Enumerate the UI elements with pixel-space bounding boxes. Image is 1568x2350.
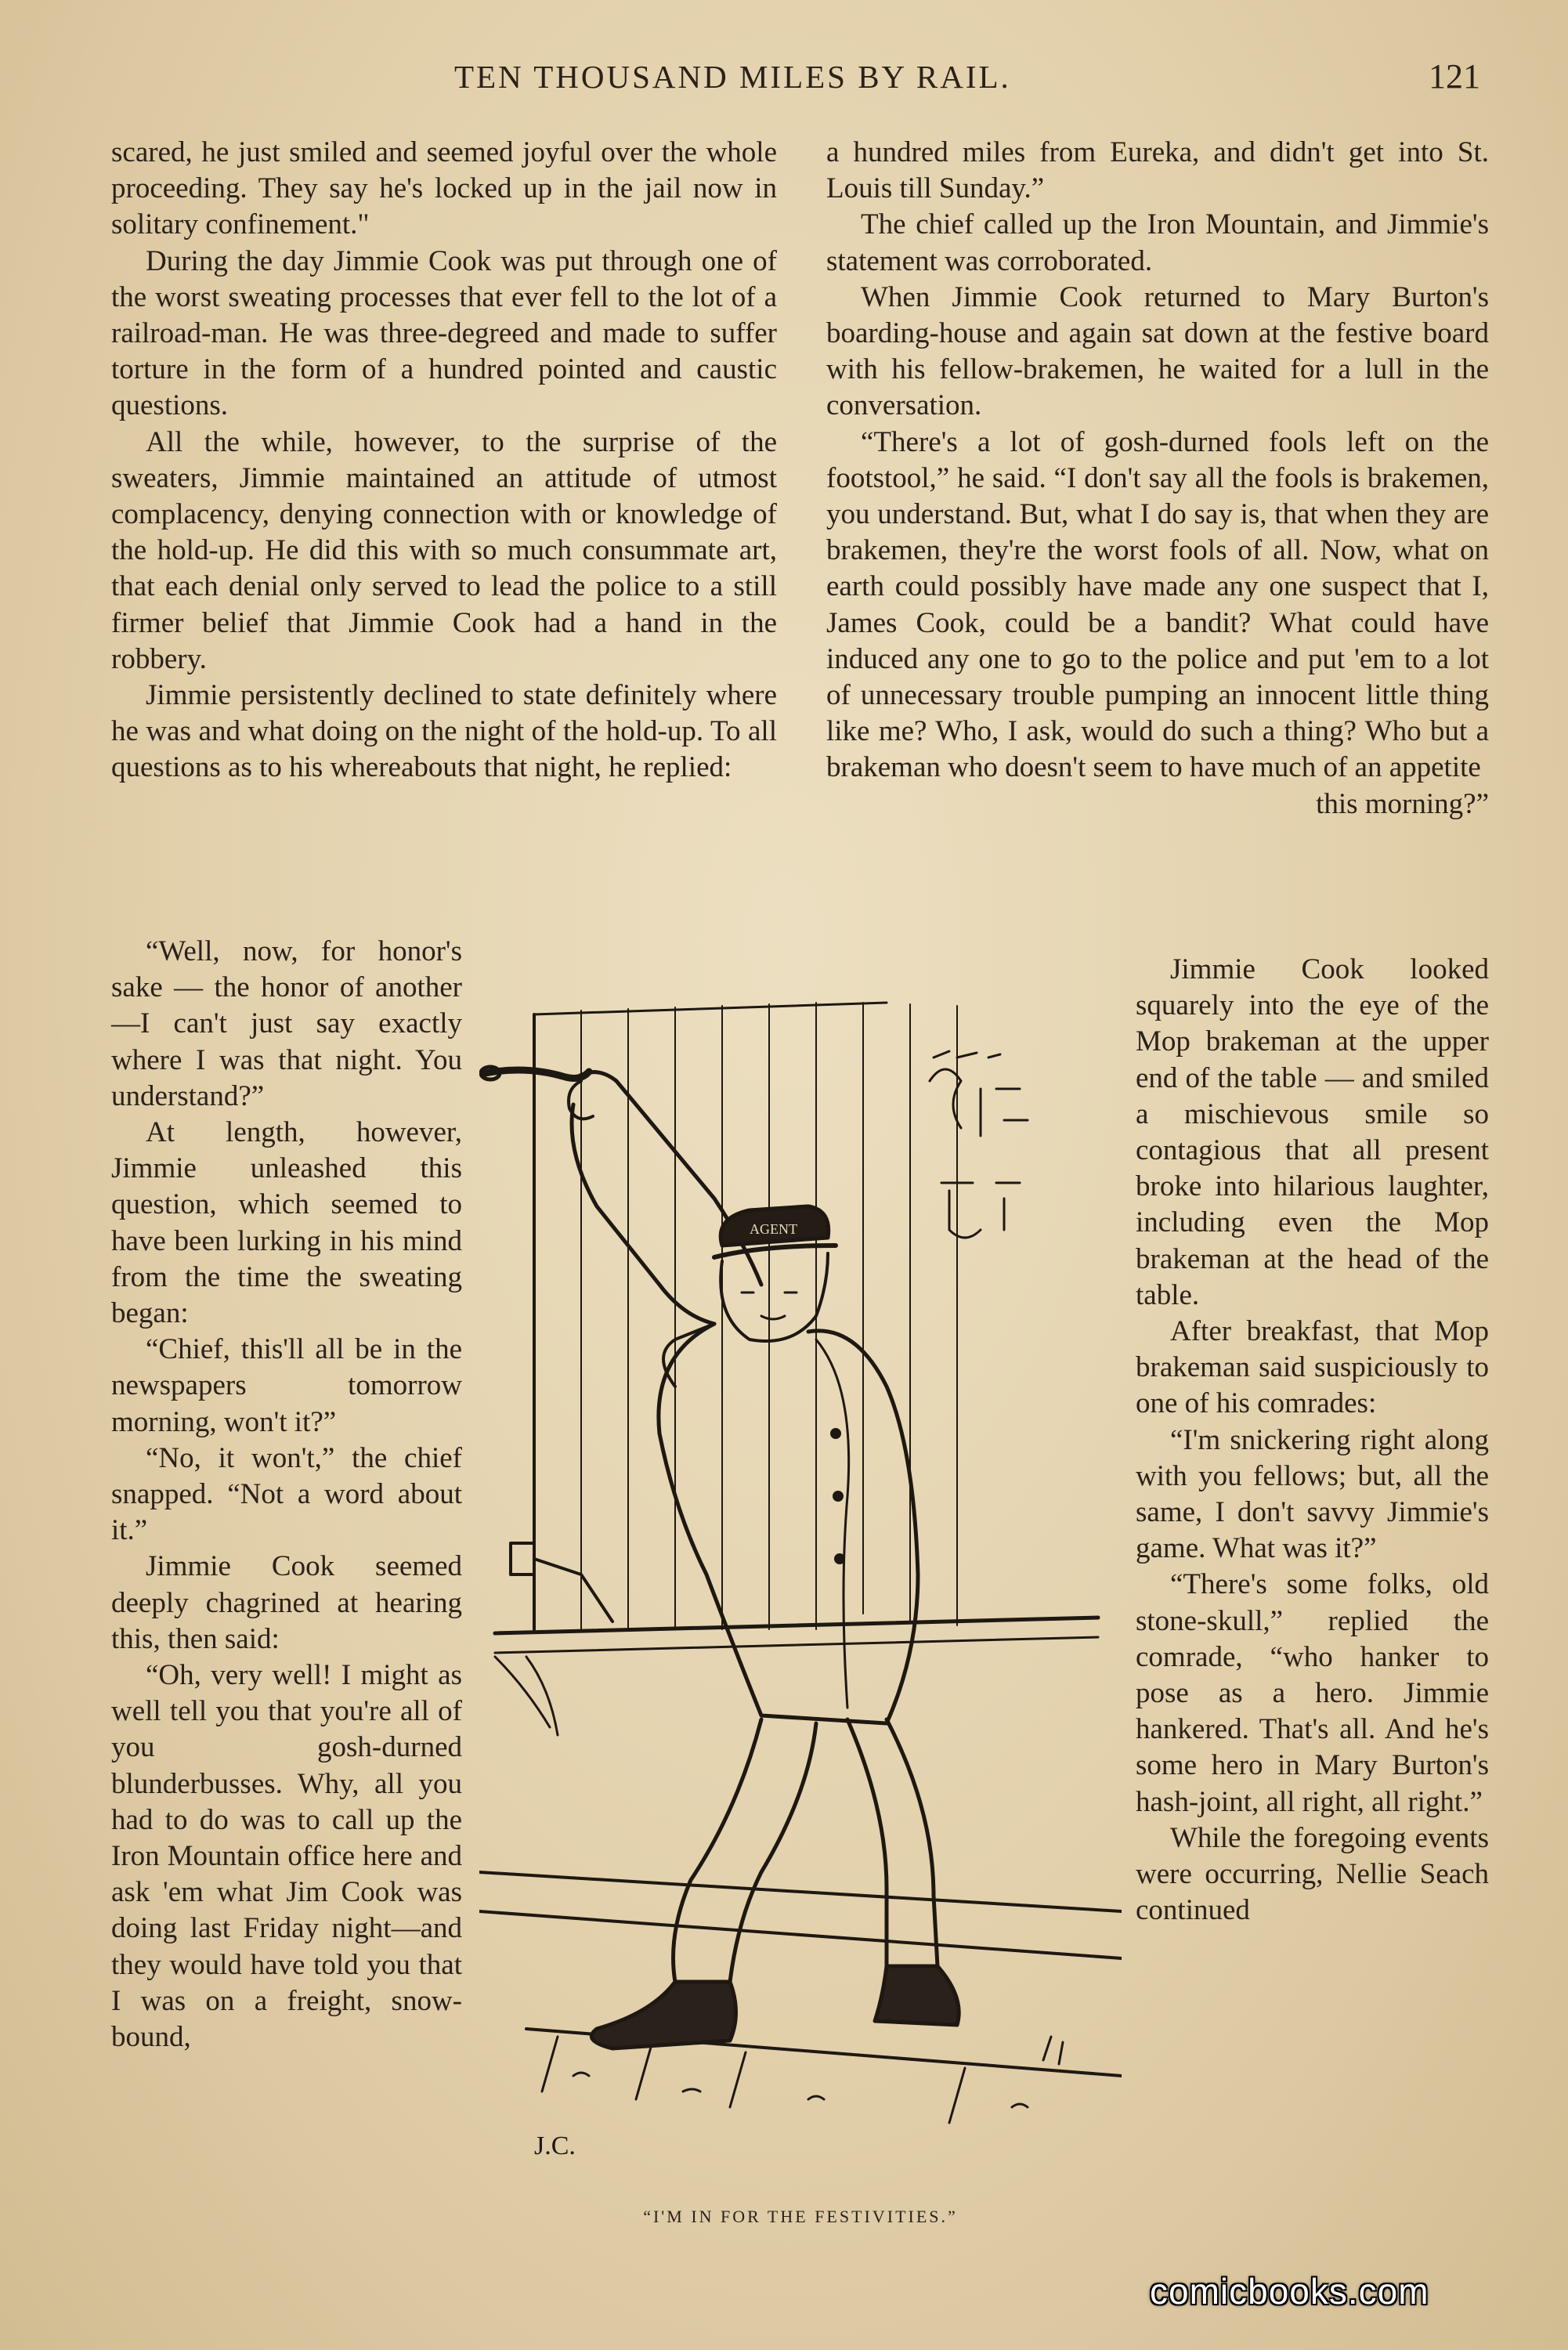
paragraph: “There's a lot of gosh-durned fools left on the footstool,” he said. “I don't say all the fools is brakemen, you understand. But, what I do say is, that when they are brakemen, they're the worst fools of all. Now, what on earth could possibly have made any one suspect that I, James Cook, could be a bandit? What could have induced any one to go to the police and put 'em to a lot of unnecessary trouble pumping an innocent little thing like me? Who, I ask, would do such a thing? Who but a brakeman who doesn't seem to have much of an appetite: [826, 425, 1489, 784]
brakeman-illustration: [479, 948, 1122, 2186]
paragraph: Jimmie Cook seemed deeply chagrined at hearing this, then said:: [111, 1550, 462, 1655]
running-header: [454, 50, 1480, 105]
left-column: [111, 135, 777, 786]
paragraph: After breakfast, that Mop brakeman said suspiciously to one of his comrades:: [1136, 1315, 1489, 1420]
paragraph: At length, however, Jimmie unleashed this question, which seemed to have been lurking in his mind from the time the sweating began:: [111, 1116, 462, 1330]
paragraph: Jimmie Cook looked squarely into the eye of the Mop brakeman at the upper end of the table — and smiled a mischievous smile so contagious that all present broke into hilarious laughter, including even the Mop brakeman at the head of the table.: [1136, 953, 1489, 1311]
paragraph: While the foregoing events were occurring, Nellie Seach continued: [1136, 1821, 1489, 1927]
paragraph: The chief called up the Iron Mountain, and Jimmie's statement was corroborated.: [826, 208, 1489, 277]
paragraph: “Well, now, for honor's sake — the honor of another—I can't just say exactly where I was that night. You understand?”: [111, 935, 462, 1112]
page-number: 121: [1429, 57, 1480, 96]
paragraph-tail: this morning?”: [1316, 787, 1489, 820]
paragraph: Jimmie persistently declined to state definitely where he was and what doing on the night of the hold-up. To all questions as to his whereabouts that night, he replied:: [111, 679, 777, 784]
paragraph: “Chief, this'll all be in the newspapers tomorrow morning, won't it?”: [111, 1333, 462, 1438]
paragraph: “No, it won't,” the chief snapped. “Not a word about it.”: [111, 1441, 462, 1547]
paragraph: a hundred miles from Eureka, and didn't get into St. Louis till Sunday.”: [826, 136, 1489, 205]
paragraph: When Jimmie Cook returned to Mary Burton's boarding-house and again sat down at the festive board with his fellow-brakemen, he waited for a lull in the conversation.: [826, 280, 1489, 422]
paragraph: During the day Jimmie Cook was put through one of the worst sweating processes that ever fell to the lot of a railroad-man. He was three-degreed and made to suffer torture in the form of a hundred pointed and caustic questions.: [111, 244, 777, 422]
running-title: TEN THOUSAND MILES BY RAIL.: [454, 59, 1011, 95]
cap-text: AGENT: [750, 1221, 797, 1237]
paragraph: “I'm snickering right along with you fellows; but, all the same, I don't savvy Jimmie's game. What was it?”: [1136, 1423, 1489, 1565]
illustration-caption: “I'M IN FOR THE FESTIVITIES.”: [643, 2207, 958, 2226]
paragraph: “There's some folks, old stone-skull,” replied the comrade, “who hanker to pose as a hero. Jimmie hankered. That's all. And he's some hero in Mary Burton's hash-joint, all right, all right.”: [1136, 1568, 1489, 1818]
right-column: [826, 135, 1489, 822]
artist-signature: J.C.: [534, 2131, 576, 2160]
paragraph: All the while, however, to the surprise of the sweaters, Jimmie maintained an attitude of utmost complacency, denying connection with or knowledge of the hold-up. He did this with so much consummate art, that each denial only served to lead the police to a still firmer belief that Jimmie Cook had a hand in the robbery.: [111, 425, 777, 675]
paragraph: scared, he just smiled and seemed joyful over the whole proceeding. They say he's locked up in the jail now in solitary confinement.": [111, 136, 777, 241]
right-narrow-column: [1136, 952, 1489, 1929]
left-narrow-column: [111, 934, 462, 2055]
paragraph: “Oh, very well! I might as well tell you that you're all of you gosh-durned blunderbusses. Why, all you had to do was to call up the Iron Mountain office here and ask 'em what Jim Cook was doing last Friday night—and they would have told you that I was on a freight, snow-bound,: [111, 1659, 462, 2054]
site-watermark: comicbooks.com: [1150, 2271, 1429, 2312]
